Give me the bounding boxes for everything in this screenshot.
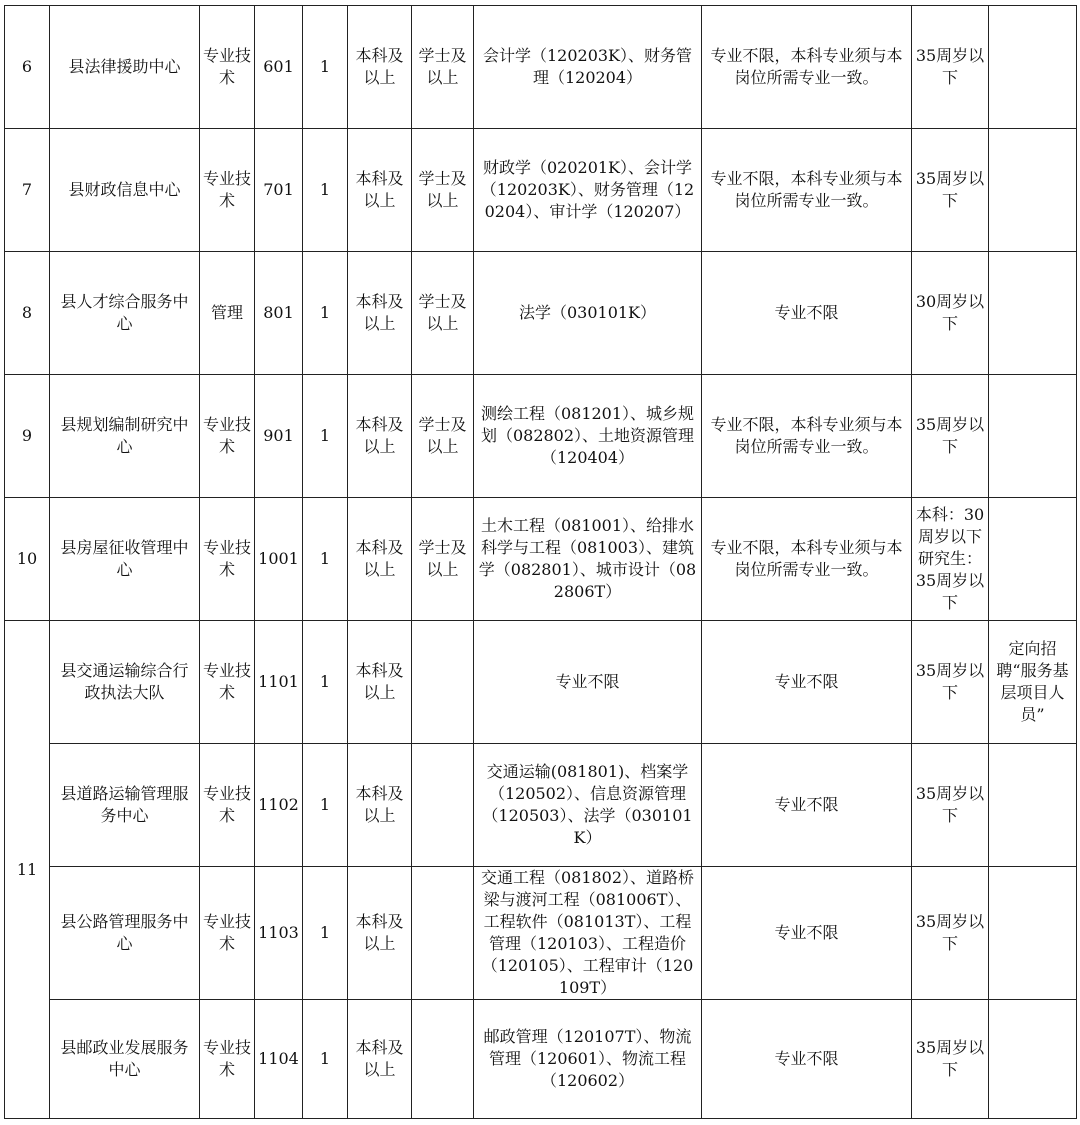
remarks <box>989 867 1077 1000</box>
degree-requirement <box>412 744 474 867</box>
degree-requirement <box>412 621 474 744</box>
education-requirement: 本科及以上 <box>348 621 412 744</box>
table-row <box>5 498 1077 621</box>
unit-name: 县邮政业发展服务中心 <box>50 1000 200 1119</box>
remarks <box>989 252 1077 375</box>
position-code: 901 <box>255 375 303 498</box>
position-code: 1101 <box>255 621 303 744</box>
age-requirement: 35周岁以下 <box>912 1000 989 1119</box>
position-type: 专业技术 <box>200 1000 255 1119</box>
education-requirement: 本科及以上 <box>348 375 412 498</box>
position-type: 专业技术 <box>200 621 255 744</box>
degree-requirement: 学士及以上 <box>412 375 474 498</box>
row-number: 9 <box>5 375 50 498</box>
unit-name: 县人才综合服务中心 <box>50 252 200 375</box>
postgraduate-requirement: 专业不限，本科专业须与本岗位所需专业一致。 <box>702 129 912 252</box>
hire-count: 1 <box>303 129 348 252</box>
age-requirement: 35周岁以下 <box>912 744 989 867</box>
remarks <box>989 375 1077 498</box>
table-row <box>5 1000 1077 1119</box>
age-requirement: 35周岁以下 <box>912 867 989 1000</box>
table-row <box>5 375 1077 498</box>
row-number: 7 <box>5 129 50 252</box>
major-requirement: 财政学（020201K）、会计学（120203K）、财务管理（120204）、审计学（120207） <box>474 129 702 252</box>
education-requirement: 本科及以上 <box>348 1000 412 1119</box>
table-row <box>5 6 1077 129</box>
position-type: 管理 <box>200 252 255 375</box>
remarks <box>989 6 1077 129</box>
major-requirement: 土木工程（081001）、给排水科学与工程（081003）、建筑学（082801）、城市设计（082806T） <box>474 498 702 621</box>
major-requirement: 专业不限 <box>474 621 702 744</box>
education-requirement: 本科及以上 <box>348 6 412 129</box>
hire-count: 1 <box>303 744 348 867</box>
row-number: 10 <box>5 498 50 621</box>
education-requirement: 本科及以上 <box>348 129 412 252</box>
position-code: 1102 <box>255 744 303 867</box>
education-requirement: 本科及以上 <box>348 867 412 1000</box>
age-requirement: 30周岁以下 <box>912 252 989 375</box>
position-code: 701 <box>255 129 303 252</box>
postgraduate-requirement: 专业不限 <box>702 744 912 867</box>
education-requirement: 本科及以上 <box>348 744 412 867</box>
age-requirement: 35周岁以下 <box>912 375 989 498</box>
position-type: 专业技术 <box>200 129 255 252</box>
unit-name: 县法律援助中心 <box>50 6 200 129</box>
table-row <box>5 744 1077 867</box>
position-code: 1103 <box>255 867 303 1000</box>
education-requirement: 本科及以上 <box>348 252 412 375</box>
major-requirement: 测绘工程（081201）、城乡规划（082802）、土地资源管理（120404） <box>474 375 702 498</box>
remarks <box>989 1000 1077 1119</box>
age-requirement: 35周岁以下 <box>912 621 989 744</box>
hire-count: 1 <box>303 252 348 375</box>
position-type: 专业技术 <box>200 498 255 621</box>
unit-name: 县公路管理服务中心 <box>50 867 200 1000</box>
postgraduate-requirement: 专业不限，本科专业须与本岗位所需专业一致。 <box>702 375 912 498</box>
unit-name: 县道路运输管理服务中心 <box>50 744 200 867</box>
position-code: 801 <box>255 252 303 375</box>
table-row <box>5 252 1077 375</box>
position-type: 专业技术 <box>200 867 255 1000</box>
hire-count: 1 <box>303 621 348 744</box>
degree-requirement <box>412 867 474 1000</box>
major-requirement: 邮政管理（120107T）、物流管理（120601）、物流工程（120602） <box>474 1000 702 1119</box>
remarks: 定向招聘“服务基层项目人员” <box>989 621 1077 744</box>
hire-count: 1 <box>303 867 348 1000</box>
row-number: 11 <box>5 621 50 1119</box>
position-type: 专业技术 <box>200 375 255 498</box>
position-code: 601 <box>255 6 303 129</box>
postgraduate-requirement: 专业不限，本科专业须与本岗位所需专业一致。 <box>702 498 912 621</box>
table-row <box>5 867 1077 1000</box>
degree-requirement: 学士及以上 <box>412 252 474 375</box>
major-requirement: 法学（030101K） <box>474 252 702 375</box>
major-requirement: 会计学（120203K）、财务管理（120204） <box>474 6 702 129</box>
row-number: 8 <box>5 252 50 375</box>
row-number: 6 <box>5 6 50 129</box>
unit-name: 县规划编制研究中心 <box>50 375 200 498</box>
age-requirement: 本科：30周岁以下 研究生：35周岁以下 <box>912 498 989 621</box>
postgraduate-requirement: 专业不限，本科专业须与本岗位所需专业一致。 <box>702 6 912 129</box>
unit-name: 县房屋征收管理中心 <box>50 498 200 621</box>
table-row <box>5 129 1077 252</box>
age-requirement: 35周岁以下 <box>912 6 989 129</box>
remarks <box>989 744 1077 867</box>
age-requirement: 35周岁以下 <box>912 129 989 252</box>
unit-name: 县交通运输综合行政执法大队 <box>50 621 200 744</box>
degree-requirement: 学士及以上 <box>412 6 474 129</box>
hire-count: 1 <box>303 498 348 621</box>
remarks <box>989 498 1077 621</box>
hire-count: 1 <box>303 1000 348 1119</box>
degree-requirement: 学士及以上 <box>412 129 474 252</box>
position-code: 1104 <box>255 1000 303 1119</box>
degree-requirement <box>412 1000 474 1119</box>
education-requirement: 本科及以上 <box>348 498 412 621</box>
table-row <box>5 621 1077 744</box>
remarks <box>989 129 1077 252</box>
recruitment-table <box>4 5 1077 1119</box>
position-type: 专业技术 <box>200 744 255 867</box>
postgraduate-requirement: 专业不限 <box>702 252 912 375</box>
major-requirement: 交通工程（081802）、道路桥梁与渡河工程（081006T）、工程软件（081013T）、工程管理（120103）、工程造价（120105）、工程审计（120109T） <box>474 867 702 1000</box>
hire-count: 1 <box>303 375 348 498</box>
hire-count: 1 <box>303 6 348 129</box>
degree-requirement: 学士及以上 <box>412 498 474 621</box>
unit-name: 县财政信息中心 <box>50 129 200 252</box>
postgraduate-requirement: 专业不限 <box>702 867 912 1000</box>
position-type: 专业技术 <box>200 6 255 129</box>
postgraduate-requirement: 专业不限 <box>702 621 912 744</box>
major-requirement: 交通运输(081801)、档案学（120502）、信息资源管理（120503）、法学（030101K） <box>474 744 702 867</box>
position-code: 1001 <box>255 498 303 621</box>
postgraduate-requirement: 专业不限 <box>702 1000 912 1119</box>
